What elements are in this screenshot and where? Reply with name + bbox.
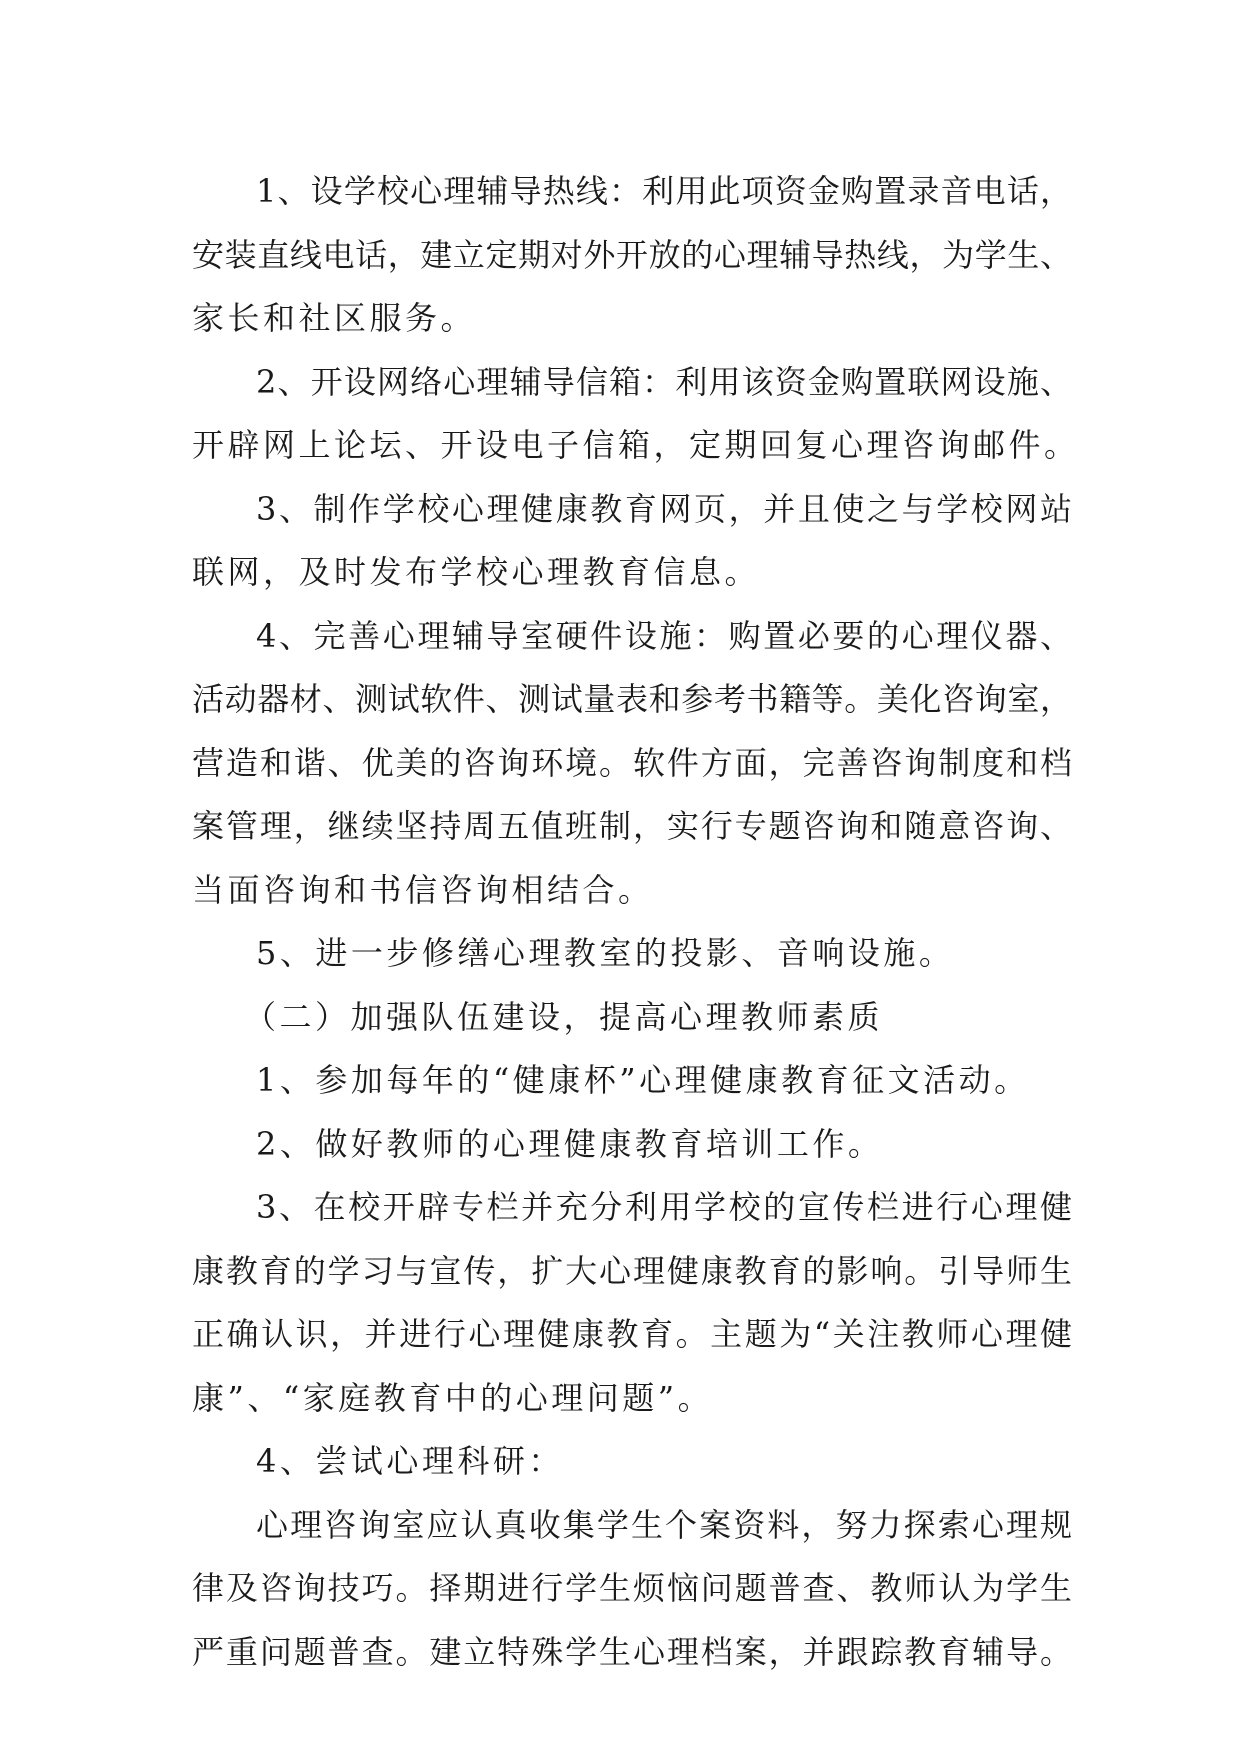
text-line-7: 联网，及时发布学校心理教育信息。 bbox=[192, 553, 761, 591]
text-line-8: 4、完善心理辅导室硬件设施：购置必要的心理仪器、 bbox=[256, 616, 1072, 655]
text-line-19: 正确认识，并进行心理健康教育。主题为“关注教师心理健 bbox=[192, 1315, 1072, 1353]
text-line-6: 3、制作学校心理健康教育网页，并且使之与学校网站 bbox=[256, 489, 1072, 528]
text-line-3: 家长和社区服务。 bbox=[192, 299, 477, 337]
text-line-18: 康教育的学习与宣传，扩大心理健康教育的影响。引导师生 bbox=[192, 1251, 1072, 1290]
text-line-2: 安装直线电话，建立定期对外开放的心理辅导热线，为学生、 bbox=[192, 235, 1072, 274]
text-line-17: 3、在校开辟专栏并充分利用学校的宣传栏进行心理健 bbox=[256, 1188, 1072, 1226]
text-line-9: 活动器材、测试软件、测试量表和参考书籍等。美化咨询室， bbox=[192, 680, 1072, 718]
text-line-12: 当面咨询和书信咨询相结合。 bbox=[192, 870, 654, 909]
text-line-20: 康”、“家庭教育中的心理问题”。 bbox=[192, 1378, 714, 1417]
text-line-4: 2、开设网络心理辅导信箱：利用该资金购置联网设施、 bbox=[256, 362, 1072, 401]
text-line-11: 案管理，继续坚持周五值班制，实行专题咨询和随意咨询、 bbox=[192, 807, 1072, 845]
text-line-13: 5、进一步修缮心理教室的投影、音响设施。 bbox=[256, 934, 955, 972]
text-line-23: 律及咨询技巧。择期进行学生烦恼问题普查、教师认为学生 bbox=[192, 1569, 1072, 1607]
section-heading: （二）加强队伍建设，提高心理教师素质 bbox=[244, 997, 884, 1036]
text-line-1: 1、设学校心理辅导热线：利用此项资金购置录音电话， bbox=[256, 172, 1072, 210]
text-line-15: 1、参加每年的“健康杯”心理健康教育征文活动。 bbox=[256, 1061, 1030, 1099]
text-line-10: 营造和谐、优美的咨询环境。软件方面，完善咨询制度和档 bbox=[192, 743, 1072, 782]
text-line-21: 4、尝试心理科研： bbox=[256, 1442, 564, 1480]
document-body bbox=[192, 160, 1080, 1684]
text-line-22: 心理咨询室应认真收集学生个案资料，努力探索心理规 bbox=[256, 1505, 1072, 1544]
text-line-16: 2、做好教师的心理健康教育培训工作。 bbox=[256, 1124, 884, 1163]
text-line-24: 严重问题普查。建立特殊学生心理档案，并跟踪教育辅导。 bbox=[192, 1632, 1072, 1671]
text-line-5: 开辟网上论坛、开设电子信箱，定期回复心理咨询邮件。 bbox=[192, 426, 1080, 464]
